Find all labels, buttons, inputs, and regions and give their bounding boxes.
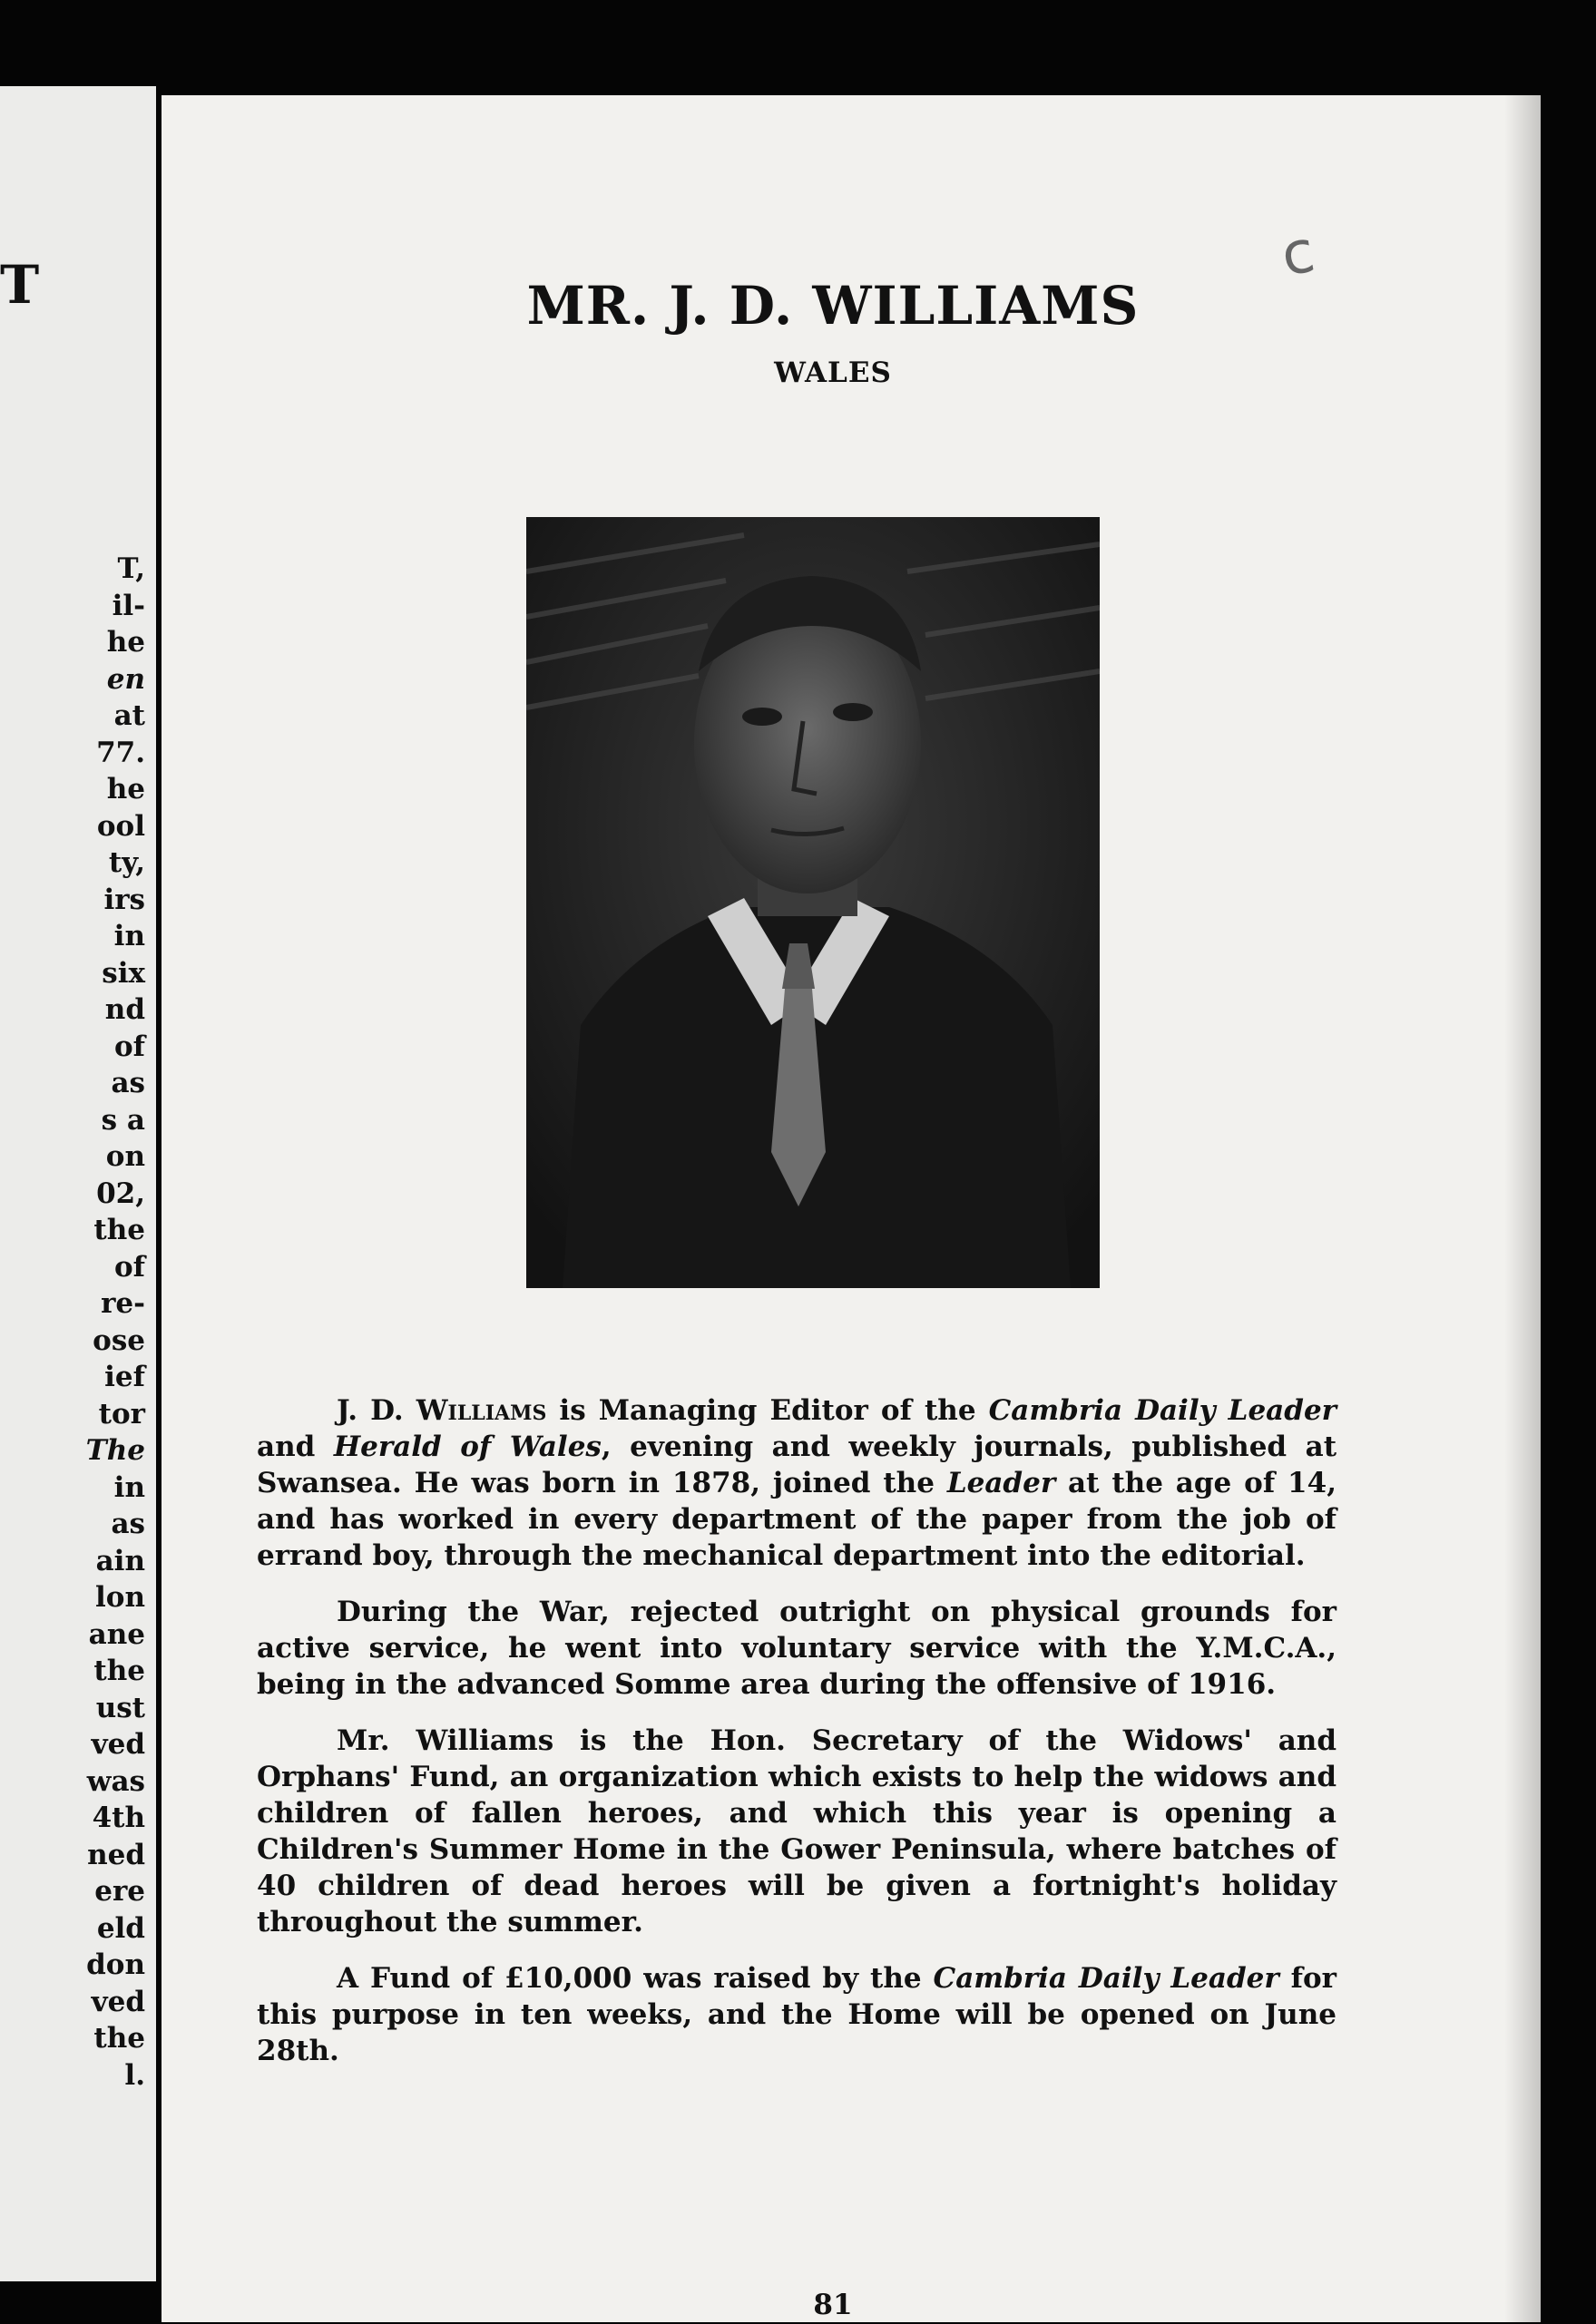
previous-page-line-fragment: the: [93, 1214, 145, 1246]
text-run: , evening and weekly journals, published at Swansea. He was born in 1878, joined the: [257, 1431, 1337, 1499]
previous-page-line-fragment: as: [111, 1508, 145, 1540]
publication-name: Cambria Daily Leader: [988, 1394, 1337, 1427]
previous-page-line-fragment: of: [113, 1250, 145, 1284]
previous-page-line-fragment: don: [86, 1948, 145, 1981]
text-run: is Managing Editor of the: [546, 1394, 989, 1427]
previous-page-line-fragment: l.: [124, 2058, 145, 2092]
previous-page-line-fragment: irs: [103, 883, 145, 916]
previous-page-line-fragment: ane: [88, 1617, 145, 1651]
previous-page-line-fragment: ved: [91, 1985, 145, 2018]
biography-text: [257, 1392, 1337, 2089]
text-run: A Fund of £10,000 was raised by the: [337, 1962, 934, 1995]
previous-page-line-fragment: was: [86, 1764, 145, 1798]
previous-page-line-fragment: tor: [98, 1397, 145, 1431]
previous-page-line-fragment: in: [113, 1470, 145, 1504]
subject-name: J. D. Williams: [337, 1394, 547, 1427]
previous-page-line-fragment: ief: [104, 1361, 145, 1393]
page-number: 81: [813, 2289, 853, 2321]
previous-page-line-fragment: ved: [91, 1728, 145, 1761]
previous-page-line-fragment: the: [93, 1655, 145, 1687]
page-gutter-shadow: [1504, 95, 1541, 2322]
previous-page-line-fragment: lon: [95, 1581, 145, 1614]
text-run: at the age of 14, and has worked in every department of the paper from the job of errand boy, through the mechanical department into the editorial.: [257, 1467, 1337, 1572]
previous-page-line-fragment: as: [111, 1067, 145, 1099]
previous-page-line-fragment: en: [106, 662, 145, 696]
previous-page-line-fragment: ool: [96, 809, 145, 843]
previous-page-line-fragment: he: [106, 626, 145, 659]
previous-page-line-fragment: the: [93, 2022, 145, 2055]
previous-page-line-fragment: on: [105, 1140, 145, 1173]
previous-page-line-fragment: The: [85, 1434, 145, 1467]
text-run: for this purpose in ten weeks, and the Home will be opened on June 28th.: [257, 1962, 1337, 2067]
previous-page-line-fragment: ned: [87, 1838, 145, 1871]
previous-page-line-fragment: ose: [93, 1323, 145, 1357]
paragraph-1: [257, 1392, 1337, 1574]
previous-page-line-fragment: ere: [94, 1875, 145, 1908]
previous-page-heading-fragment: T: [0, 254, 40, 316]
previous-page-line-fragment: T,: [117, 552, 145, 585]
previous-page-line-fragment: il-: [112, 589, 145, 622]
page-subtitle: WALES: [774, 356, 892, 389]
previous-page-line-fragment: in: [113, 920, 145, 952]
text-run: and: [257, 1431, 334, 1463]
previous-page-line-fragment: ust: [95, 1691, 145, 1724]
previous-page-line-fragment: 4th: [92, 1802, 145, 1834]
page-title: MR. J. D. WILLIAMS: [526, 275, 1140, 337]
previous-page-line-fragment: at: [113, 699, 145, 732]
previous-page-line-fragment: 02,: [96, 1177, 145, 1210]
previous-page-edge: [0, 86, 156, 2281]
previous-page-line-fragment: nd: [104, 993, 145, 1026]
paragraph-4: [257, 1960, 1337, 2069]
previous-page-line-fragment: of: [113, 1030, 145, 1063]
previous-page-line-fragment: s a: [101, 1103, 145, 1137]
paragraph-2: During the War, rejected outright on physical grounds for active service, he went into voluntary service with the Y.M.C.A., being in the advanced Somme area during the offensive of 1916.: [257, 1596, 1337, 1701]
previous-page-line-fragment: re-: [101, 1287, 145, 1320]
previous-page-line-fragment: 77.: [96, 736, 145, 769]
previous-page-line-fragment: he: [106, 773, 145, 806]
pencil-annotation: c: [1276, 218, 1320, 290]
paragraph-3: Mr. Williams is the Hon. Secretary of the Widows' and Orphans' Fund, an organization which exists to help the widows and children of fallen heroes, and which this year is opening a Children's Summer Home in the Gower Peninsula, where batches of 40 children of dead heroes will be given a fortnight's holiday throughout the summer.: [257, 1724, 1337, 1938]
portrait-illustration: [526, 517, 1100, 1288]
previous-page-line-fragment: six: [102, 956, 145, 990]
previous-page-text-fragments: [86, 551, 145, 2094]
previous-page-line-fragment: ain: [95, 1544, 145, 1577]
portrait-photo: [526, 517, 1100, 1288]
previous-page-line-fragment: ty,: [108, 846, 145, 879]
previous-page-line-fragment: eld: [96, 1911, 145, 1945]
publication-name: Herald of Wales: [333, 1431, 602, 1463]
publication-name: Leader: [946, 1467, 1056, 1499]
book-page: [162, 95, 1541, 2322]
publication-name: Cambria Daily Leader: [933, 1962, 1279, 1995]
